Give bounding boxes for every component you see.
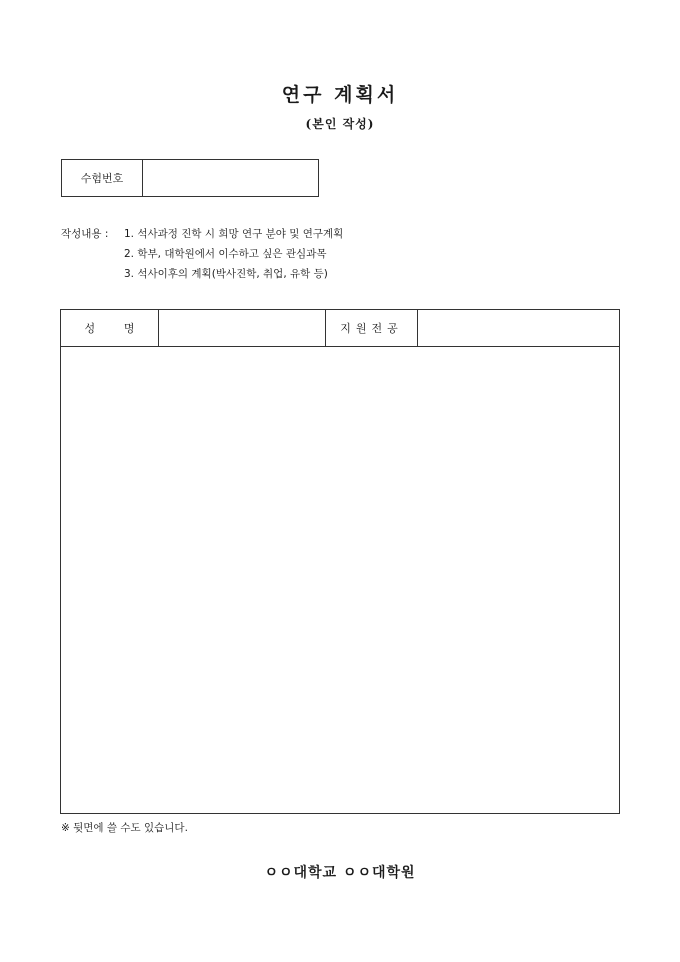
contents-label: 작성내용 : bbox=[61, 228, 109, 240]
exam-number-label: 수험번호 bbox=[62, 160, 143, 196]
contents-row-3 bbox=[61, 264, 343, 284]
contents-item-2: 2. 학부, 대학원에서 이수하고 싶은 관심과목 bbox=[124, 248, 327, 260]
contents-row-1 bbox=[61, 224, 343, 244]
major-field[interactable] bbox=[418, 310, 619, 346]
contents-item-1: 1. 석사과정 진학 시 희망 연구 분야 및 연구계획 bbox=[124, 228, 344, 240]
major-label: 지원전공 bbox=[326, 310, 418, 346]
research-plan-table bbox=[60, 309, 620, 814]
document-subtitle: (본인 작성) bbox=[305, 117, 375, 131]
contents-item-3: 3. 석사이후의 계획(박사진학, 취업, 유학 등) bbox=[124, 268, 328, 280]
name-label: 성 명 bbox=[61, 310, 159, 346]
exam-number-field[interactable] bbox=[143, 160, 318, 196]
writing-contents bbox=[61, 224, 343, 284]
exam-number-box bbox=[61, 159, 319, 197]
research-plan-body[interactable] bbox=[61, 347, 619, 813]
footnote: ※ 뒷면에 쓸 수도 있습니다. bbox=[61, 822, 188, 834]
contents-row-2 bbox=[61, 244, 343, 264]
name-field[interactable] bbox=[159, 310, 326, 346]
applicant-info-row bbox=[61, 310, 619, 347]
document-title: 연구 계획서 bbox=[281, 84, 399, 106]
university-name: ㅇㅇ대학교 ㅇㅇ대학원 bbox=[264, 865, 416, 881]
